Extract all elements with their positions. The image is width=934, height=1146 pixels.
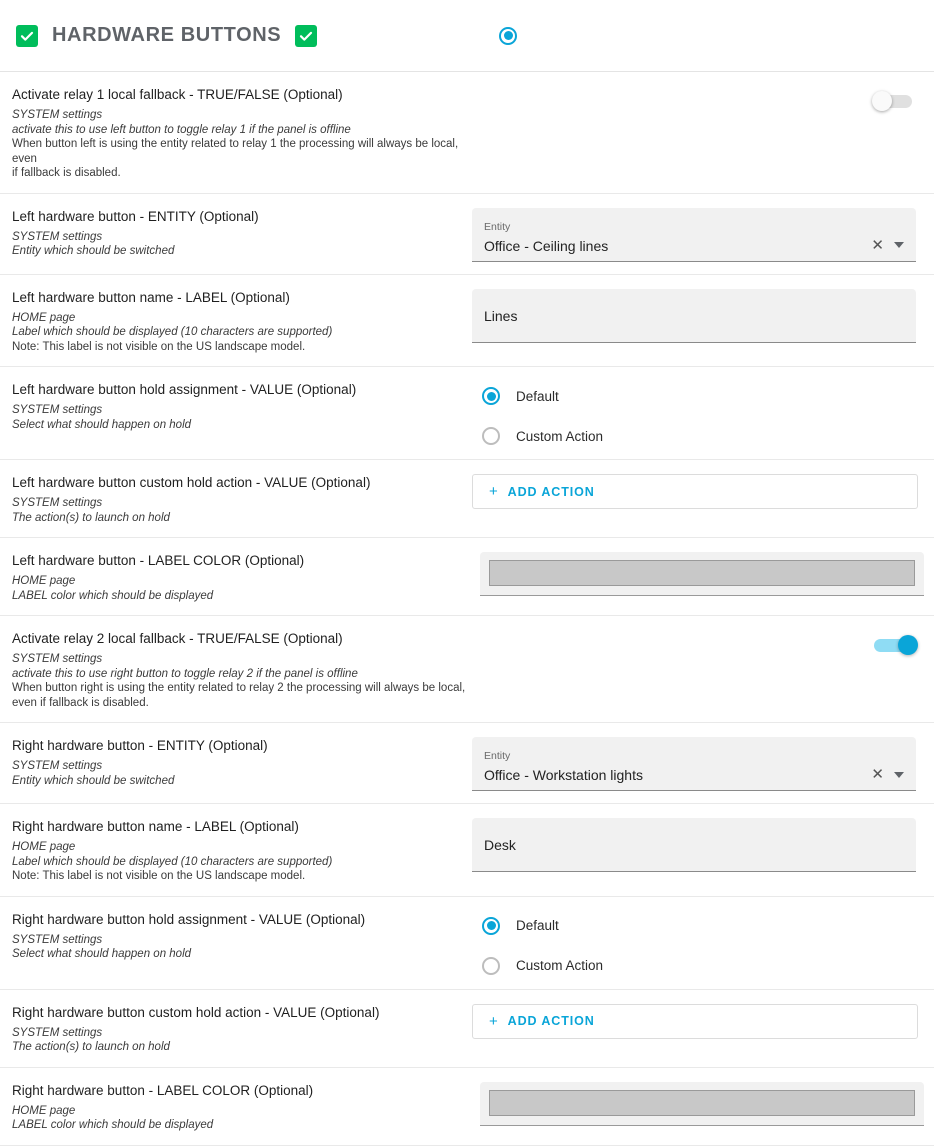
button-label: ADD ACTION [507,1014,595,1028]
setting-label-group [12,1002,472,1055]
button-label: ADD ACTION [507,484,595,499]
radio-selected-icon [482,917,500,935]
setting-hint-2: Select what should happen on hold [12,418,192,431]
setting-hint-1: SYSTEM settings [12,109,103,121]
field-label: Entity [484,750,511,762]
setting-hint-1: HOME page [12,311,76,324]
setting-hint-2: Label which should be displayed (10 characters are supported) [12,855,333,868]
setting-title: Right hardware button - LABEL COLOR (Optional) [12,1082,314,1098]
setting-row-left-entity [0,194,934,275]
field-value: Desk [484,837,516,853]
setting-control [472,287,918,343]
setting-title: Right hardware button name - LABEL (Optional) [12,819,299,834]
setting-hint-4: even if fallback is disabled. [12,696,149,709]
setting-row-left-label [0,275,934,368]
setting-label-group [12,84,472,181]
relay2-fallback-toggle[interactable] [872,635,918,655]
setting-label-group [12,550,472,603]
setting-label-group [12,628,472,710]
radio-selected-icon [482,387,500,405]
setting-title: Right hardware button custom hold action - VALUE (Optional) [12,1004,380,1020]
setting-title: Right hardware button - ENTITY (Optional) [12,738,268,753]
toggle-knob [898,635,918,655]
color-swatch[interactable] [489,1090,915,1116]
setting-title: Left hardware button hold assignment - VALUE (Optional) [12,382,357,397]
setting-hint-1: SYSTEM settings [12,760,103,772]
setting-row-right-entity [0,723,934,804]
right-label-input[interactable] [472,818,916,872]
left-entity-picker[interactable] [472,208,916,262]
setting-row-left-label-color [0,538,934,616]
setting-hint-2: Entity which should be switched [12,245,175,257]
setting-control [472,84,918,116]
setting-row-left-hold-assignment [0,367,934,460]
radio-label: Default [516,388,559,404]
clear-icon[interactable]: ✕ [871,236,884,254]
setting-hint-3: Note: This label is not visible on the US landscape model. [12,870,306,882]
relay1-fallback-toggle[interactable] [872,91,918,111]
radio-option-default[interactable] [482,387,918,405]
left-add-action-button[interactable] [472,474,918,509]
page-title: HARDWARE BUTTONS [52,24,282,46]
setting-hint-1: SYSTEM settings [12,933,103,946]
left-label-color-picker[interactable] [480,552,924,596]
setting-label-group [12,379,472,432]
radio-option-default[interactable] [482,917,918,935]
field-value: Office - Workstation lights [484,767,643,783]
setting-hint-2: activate this to use right button to toggle relay 2 if the panel is offline [12,667,358,680]
setting-hint-2: Label which should be displayed (10 characters are supported) [12,326,333,338]
setting-control [472,816,918,872]
setting-hint-1: HOME page [12,841,76,853]
toggle-knob [872,91,892,111]
check-icon [20,29,34,43]
setting-hint-2: The action(s) to launch on hold [12,1041,170,1053]
setting-hint-3: Note: This label is not visible on the US landscape model. [12,340,306,353]
setting-hint-2: Entity which should be switched [12,774,175,787]
setting-control [472,550,924,596]
setting-row-right-label-color [0,1068,934,1146]
setting-control [472,1002,918,1039]
setting-control [472,909,918,977]
chevron-down-icon[interactable] [894,772,904,778]
section-enable-checkbox-left[interactable] [16,25,38,47]
section-radio-selector[interactable] [499,27,517,45]
section-enable-checkbox-right[interactable] [295,25,317,47]
field-value: Office - Ceiling lines [484,237,609,254]
setting-hint-3: When button right is using the entity related to relay 2 the processing will always be local, [12,682,466,694]
setting-control [472,206,918,262]
setting-title: Left hardware button - ENTITY (Optional) [12,208,259,224]
setting-row-right-hold-assignment [0,897,934,990]
radio-label: Custom Action [516,958,604,973]
right-label-color-picker[interactable] [480,1082,924,1126]
setting-label-group [12,1080,472,1133]
right-hold-assignment-radio-group [472,911,918,977]
setting-control [472,472,918,509]
setting-hint-1: SYSTEM settings [12,653,103,665]
setting-label-group [12,472,472,525]
setting-hint-1: HOME page [12,575,76,587]
setting-hint-1: SYSTEM settings [12,497,103,509]
setting-row-right-label [0,804,934,897]
section-header [0,0,934,72]
setting-title: Activate relay 2 local fallback - TRUE/FALSE (Optional) [12,631,343,646]
setting-title: Left hardware button name - LABEL (Optional) [12,289,290,305]
setting-label-group [12,816,472,884]
setting-hint-3: When button left is using the entity related to relay 1 the processing will always be local, even [12,138,459,165]
setting-hint-2: LABEL color which should be displayed [12,1119,214,1131]
setting-label-group [12,909,472,962]
field-label: Entity [484,220,511,233]
radio-option-custom-action[interactable] [482,957,918,975]
radio-unselected-icon [482,957,500,975]
setting-hint-1: SYSTEM settings [12,404,103,416]
setting-label-group [12,206,472,259]
right-add-action-button[interactable] [472,1004,918,1039]
radio-unselected-icon [482,427,500,445]
setting-hint-1: HOME page [12,1104,76,1117]
radio-label: Default [516,918,559,933]
plus-icon: + [489,1012,499,1030]
setting-hint-2: activate this to use left button to toggle relay 1 if the panel is offline [12,123,351,136]
setting-label-group [12,287,472,355]
radio-label: Custom Action [516,428,604,444]
color-swatch[interactable] [489,560,915,586]
setting-hint-1: SYSTEM settings [12,1026,103,1039]
chevron-down-icon[interactable] [894,242,904,248]
radio-selected-icon [499,27,517,45]
setting-row-right-custom-hold-action [0,990,934,1068]
field-value: Lines [484,307,518,324]
check-icon [299,29,313,43]
setting-title: Activate relay 1 local fallback - TRUE/FALSE (Optional) [12,87,343,102]
clear-icon[interactable]: ✕ [871,766,884,783]
setting-control [472,379,918,447]
setting-hint-1: SYSTEM settings [12,230,103,243]
setting-title: Left hardware button custom hold action - VALUE (Optional) [12,475,371,490]
radio-option-custom-action[interactable] [482,427,918,445]
setting-label-group [12,735,472,788]
plus-icon: + [489,483,499,500]
setting-title: Right hardware button hold assignment - VALUE (Optional) [12,911,366,927]
setting-control [472,1080,924,1126]
setting-hint-2: LABEL color which should be displayed [12,589,214,602]
setting-control [472,735,918,791]
setting-hint-2: Select what should happen on hold [12,948,192,960]
setting-hint-2: The action(s) to launch on hold [12,511,170,524]
left-hold-assignment-radio-group [472,381,918,447]
setting-row-left-custom-hold-action [0,460,934,538]
setting-hint-4: if fallback is disabled. [12,167,121,179]
setting-control [472,628,918,660]
setting-row-relay1-fallback [0,72,934,194]
right-entity-picker[interactable] [472,737,916,791]
radio-dot [504,31,513,40]
setting-title: Left hardware button - LABEL COLOR (Optional) [12,553,305,568]
setting-row-relay2-fallback [0,616,934,723]
left-label-input[interactable] [472,289,916,343]
